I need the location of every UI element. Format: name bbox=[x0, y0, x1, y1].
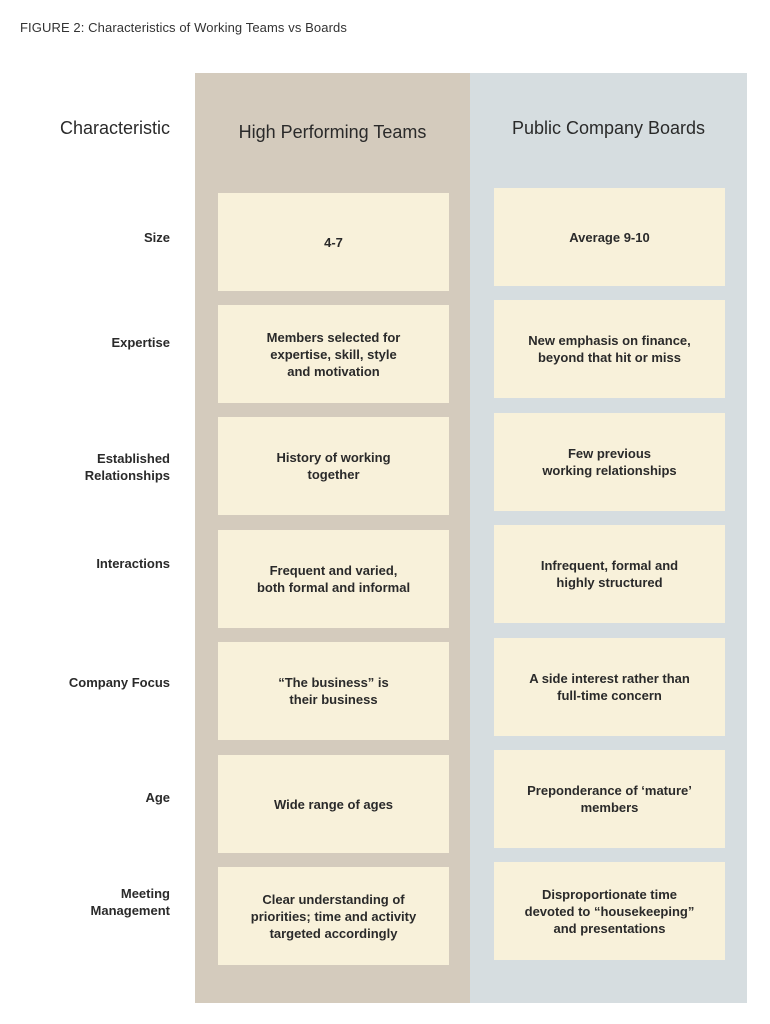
teams-header: High Performing Teams bbox=[238, 122, 427, 142]
teams-cell-age bbox=[218, 755, 449, 853]
row-label-age bbox=[10, 789, 170, 806]
boards-header: Public Company Boards bbox=[511, 118, 706, 138]
row-label-expertise bbox=[10, 334, 170, 351]
boards-cell-meeting-management bbox=[494, 862, 725, 960]
boards-cell-text: A side interest rather than full-time concern bbox=[529, 671, 690, 703]
boards-cell-size bbox=[494, 188, 725, 286]
boards-cell-text: Disproportionate time devoted to “housekeeping” and presentations bbox=[524, 886, 695, 936]
boards-cell-text: Infrequent, formal and highly structured bbox=[540, 558, 679, 590]
teams-cell-expertise bbox=[218, 305, 449, 403]
row-label-size bbox=[10, 229, 170, 246]
teams-cell-interactions bbox=[218, 530, 449, 628]
teams-cell-size bbox=[218, 193, 449, 291]
boards-cell-text: Preponderance of ‘mature’ members bbox=[527, 783, 692, 815]
boards-cell-age bbox=[494, 750, 725, 848]
teams-cell-meeting-management bbox=[218, 867, 449, 965]
row-label-text: Expertise bbox=[111, 335, 170, 350]
teams-cell-text: Wide range of ages bbox=[273, 796, 394, 812]
row-label-text: Established Relationships bbox=[84, 451, 170, 483]
row-label-company-focus bbox=[10, 674, 170, 691]
teams-cell-text: Members selected for expertise, skill, style and motivation bbox=[266, 329, 401, 379]
teams-cell-text: History of working together bbox=[276, 450, 391, 482]
boards-cell-expertise bbox=[494, 300, 725, 398]
row-label-interactions bbox=[10, 555, 170, 572]
teams-cell-established-relationships bbox=[218, 417, 449, 515]
boards-cell-text: Average 9-10 bbox=[569, 229, 650, 245]
row-label-established-relationships bbox=[10, 450, 170, 484]
boards-cell-established-relationships bbox=[494, 413, 725, 511]
teams-cell-text: “The business” is their business bbox=[278, 675, 389, 707]
teams-cell-text: Clear understanding of priorities; time and activity targeted accordingly bbox=[250, 891, 417, 941]
row-label-text: Interactions bbox=[96, 556, 170, 571]
teams-cell-company-focus bbox=[218, 642, 449, 740]
boards-cell-text: Few previous working relationships bbox=[542, 446, 677, 478]
boards-cell-text: New emphasis on finance, beyond that hit or miss bbox=[528, 333, 691, 365]
teams-cell-text: Frequent and varied, both formal and informal bbox=[256, 563, 411, 595]
row-label-text: Age bbox=[145, 790, 170, 805]
row-label-meeting-management bbox=[10, 885, 170, 919]
row-label-text: Meeting Management bbox=[90, 886, 170, 918]
characteristic-header: Characteristic bbox=[59, 118, 170, 138]
row-label-text: Size bbox=[143, 230, 170, 245]
row-label-text: Company Focus bbox=[68, 675, 170, 690]
boards-cell-interactions bbox=[494, 525, 725, 623]
figure-caption: FIGURE 2: Characteristics of Working Teams vs Boards bbox=[20, 20, 347, 35]
boards-cell-company-focus bbox=[494, 638, 725, 736]
teams-cell-text: 4-7 bbox=[324, 234, 343, 250]
